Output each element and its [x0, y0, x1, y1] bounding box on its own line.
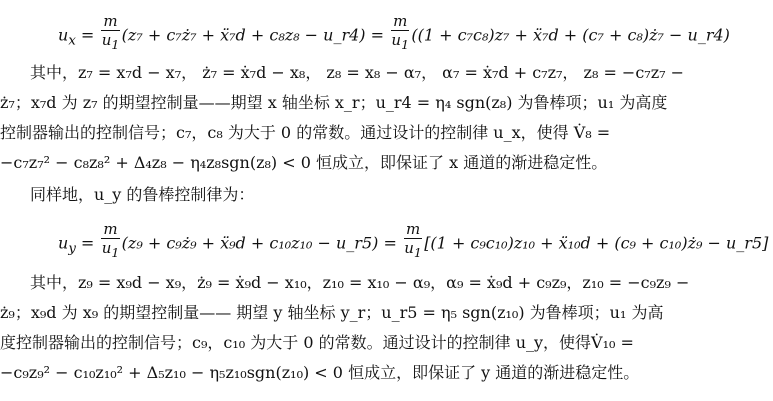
eq2-body: (z₉ + c₉ż₉ + ẍ₉d + c₁₀z₁₀ − u_r5) =: [121, 233, 402, 253]
eq2-frac2-num: m: [405, 220, 421, 238]
para3-line4: −c₉z₉² − c₁₀z₁₀² + Δ₅z₁₀ − η₅z₁₀sgn(z₁₀) < 0 恒成立，即保证了 y 通道的渐进稳定性。: [0, 363, 640, 382]
eq1-tail: ((1 + c₇c₈)z₇ + ẍ₇d + (c₇ + c₈)ż₇ − u_r4): [411, 25, 730, 45]
equation-ux: [58, 0, 773, 52]
equation-uy: [58, 208, 773, 260]
eq1-fraction-1: [101, 12, 119, 54]
eq2-frac-den: $u_1$: [101, 239, 120, 260]
eq2-lhs: u: [58, 233, 69, 253]
equation-uy-row: $u_y$ = $\frac{m}{u_1}$ (z₉ + c₉ż₉ + ẍ₉d + c₁₀z₁₀ − u_r5) = $\frac{m}{u_1}$ [(1 + c₉c₁₀)z₁₀ + ẍ₁₀d + (c₉ + c₁₀)ż₉ − u_r5]: [58, 220, 769, 260]
eq2-fraction-1: [101, 220, 119, 262]
para3-line2: ż₉；x₉d 为 x₉ 的期望控制量—— 期望 y 轴坐标 y_r；u_r5 = η₅ sgn(z₁₀) 为鲁棒项；u₁ 为高: [0, 303, 664, 322]
para1-line2: ż₇；x₇d 为 z₇ 的期望控制量——期望 x 轴坐标 x_r；u_r4 = η₄ sgn(z₈) 为鲁棒项；u₁ 为高度: [0, 93, 668, 112]
para1-line4: −c₇z₇² − c₈z₈² + Δ₄z₈ − η₄z₈sgn(z₈) < 0 恒成立，即保证了 x 通道的渐进稳定性。: [0, 153, 608, 172]
eq2-fraction-2: [404, 220, 422, 262]
eq1-fraction-2: [391, 12, 409, 54]
eq1-frac2-num: m: [393, 12, 408, 30]
eq1-frac-den: $u_1$: [101, 31, 120, 52]
eq2-frac-num: m: [103, 220, 118, 238]
equation-ux-row: $u_x$ = $\frac{m}{u_1}$ (z₇ + c₇ż₇ + ẍ₇d + c₈z₈ − u_r4) = $\frac{m}{u_1}$ ((1 + c₇c₈)z₇ + ẍ₇d + (c₇ + c₈)ż₇ − u_r4): [58, 12, 730, 52]
eq1-lhs: u: [58, 25, 69, 45]
eq2-tail: [(1 + c₉c₁₀)z₁₀ + ẍ₁₀d + (c₉ + c₁₀)ż₉ − u_r5]: [424, 233, 769, 253]
eq1-body: (z₇ + c₇ż₇ + ẍ₇d + c₈z₈ − u_r4) =: [121, 25, 390, 45]
para2-line1: 同样地，u_y 的鲁棒控制律为：: [30, 185, 255, 204]
para3-line1: 其中，z₉ = x₉d − x₉，ż₉ = ẋ₉d − x₁₀，z₁₀ = x₁₀ − α₉，α₉ = ẋ₉d + c₉z₉，z₁₀ = −c₉z₉ −: [30, 273, 690, 292]
eq2-lhs-sub: y: [68, 241, 76, 257]
eq2-frac2-den: $u_1$: [404, 239, 422, 260]
eq1-frac2-den: $u_1$: [391, 31, 410, 52]
eq1-frac-num: m: [103, 12, 118, 30]
eq1-lhs-sub: x: [68, 33, 76, 49]
para3-line3: 度控制器输出的控制信号；c₉，c₁₀ 为大于 0 的常数。通过设计的控制律 u_y，使得V̇₁₀ =: [0, 333, 634, 352]
para1-line1: 其中，z₇ = x₇d − x₇， ż₇ = ẋ₇d − x₈， z₈ = x₈ − α₇， α₇ = ẋ₇d + c₇z₇， z₈ = −c₇z₇ −: [30, 63, 685, 82]
para1-line3: 控制器输出的控制信号；c₇，c₈ 为大于 0 的常数。通过设计的控制律 u_x，使得 V̇₈ =: [0, 123, 611, 142]
